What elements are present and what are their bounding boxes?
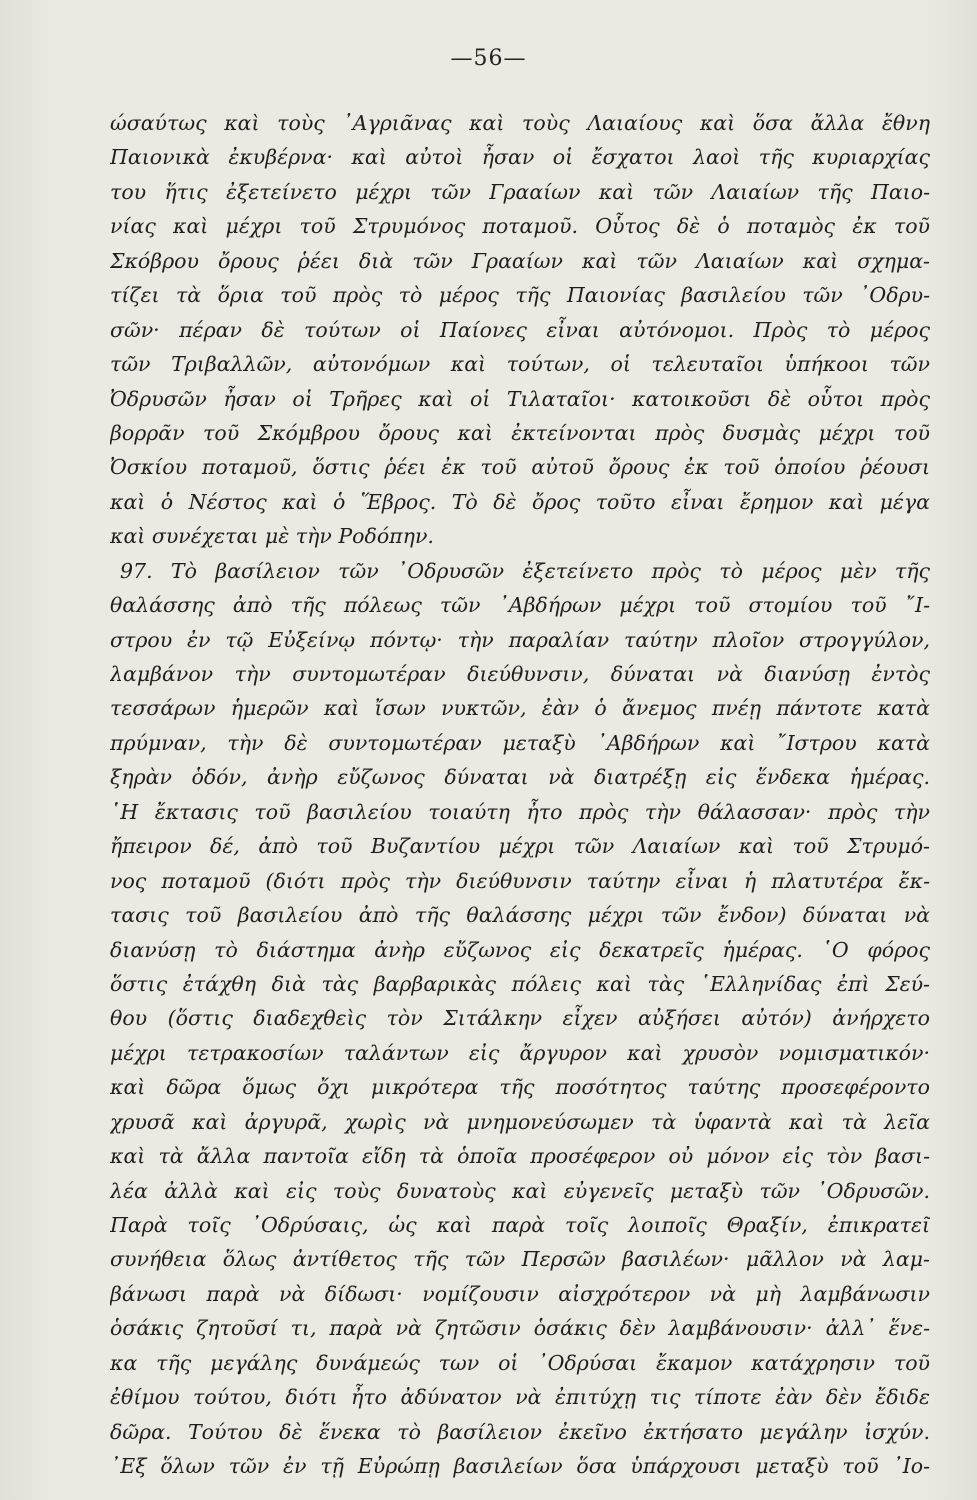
text-line: τῶν Τριβαλλῶν, αὐτονόμων καὶ τούτων, οἱ τελευταῖοι ὑπήκοοι τῶν [110,352,930,377]
text-line: ᾿Εξ ὅλων τῶν ἐν τῇ Εὐρώπῃ βασιλείων ὅσα ὑπάρχουσι μεταξὺ τοῦ ᾿Ιο- [110,1454,930,1479]
text-line: βάνωσι παρὰ νὰ δίδωσι· νομίζουσιν αἰσχρότερον νὰ μὴ λαμβάνωσιν [110,1281,930,1306]
text-line: ἤπειρον δέ, ἀπὸ τοῦ Βυζαντίου μέχρι τῶν Λαιαίων καὶ τοῦ Στρυμό- [110,834,930,859]
text-line: ὁσάκις ζητοῦσί τι, παρὰ νὰ ζητῶσιν ὁσάκις δὲν λαμβάνουσιν· ἀλλ᾿ ἕνε- [110,1316,930,1341]
text-line: πρύμναν, τὴν δὲ συντομωτέραν μεταξὺ ᾿Αβδήρων καὶ ῎Ιστρου κατὰ [110,730,930,755]
text-line: καὶ ὁ Νέστος καὶ ὁ Ἕβρος. Τὸ δὲ ὄρος τοῦτο εἶναι ἔρημον καὶ μέγα [110,489,930,514]
text-line: λέα ἀλλὰ καὶ εἰς τοὺς δυνατοὺς καὶ εὐγενεῖς μεταξὺ τῶν ᾿Οδρυσῶν. [110,1178,930,1203]
text-line: του ἥτις ἐξετείνετο μέχρι τῶν Γρααίων καὶ τῶν Λαιαίων τῆς Παιο- [110,179,930,204]
text-line: σῶν· πέραν δὲ τούτων οἱ Παίονες εἶναι αὐτόνομοι. Πρὸς τὸ μέρος [110,317,930,342]
text-line: νος ποταμοῦ (διότι πρὸς τὴν διεύθυνσιν ταύτην εἶναι ἡ πλατυτέρα ἔκ- [110,868,930,893]
text-line: Παρὰ τοῖς ᾿Οδρύσαις, ὡς καὶ παρὰ τοῖς λοιποῖς Θραξίν, ἐπικρατεῖ [110,1213,930,1237]
text-line: τεσσάρων ἡμερῶν καὶ ἴσων νυκτῶν, ἐὰν ὁ ἄνεμος πνέῃ πάντοτε κατὰ [110,696,930,721]
text-line: συνήθεια ὅλως ἀντίθετος τῆς τῶν Περσῶν βασιλέων· μᾶλλον νὰ λαμ- [110,1247,930,1272]
text-line: δῶρα. Τούτου δὲ ἕνεκα τὸ βασίλειον ἐκεῖνο ἐκτήσατο μεγάλην ἰσχύν. [110,1419,930,1444]
text-line: Σκόβρου ὄρους ῥέει διὰ τῶν Γρααίων καὶ τῶν Λαιαίων καὶ σχημα- [110,248,930,273]
section-start-line: 97. Τὸ βασίλειον τῶν ᾿Οδρυσῶν ἐξετείνετο πρὸς τὸ μέρος μὲν τῆς [120,558,930,583]
text-line: στρου ἐν τῷ Εὐξείνῳ πόντῳ· τὴν παραλίαν ταύτην πλοῖον στρογγύλον, [110,627,930,652]
text-line: θαλάσσης ἀπὸ τῆς πόλεως τῶν ᾿Αβδήρων μέχρι τοῦ στομίου τοῦ ῎Ι- [110,593,930,618]
text-line: μέχρι τετρακοσίων ταλάντων εἰς ἄργυρον καὶ χρυσὸν νομισματικόν· [110,1040,930,1065]
text-line: ἐθίμου τούτου, διότι ἦτο ἀδύνατον νὰ ἐπιτύχῃ τις τίποτε ἐὰν δὲν ἔδιδε [110,1385,930,1410]
text-line: χρυσᾶ καὶ ἀργυρᾶ, χωρὶς νὰ μνημονεύσωμεν τὰ ὑφαντὰ καὶ τὰ λεῖα [110,1109,930,1134]
text-line: Ὀσκίου ποταμοῦ, ὅστις ῥέει ἐκ τοῦ αὐτοῦ ὄρους ἐκ τοῦ ὁποίου ῥέουσι [110,455,930,480]
body-text [110,106,930,1484]
text-line: ὅστις ἐτάχθη διὰ τὰς βαρβαρικὰς πόλεις καὶ τὰς ῾Ελληνίδας ἐπὶ Σεύ- [110,971,930,996]
text-line: θου (ὅστις διαδεχθεὶς τὸν Σιτάλκην εἶχεν αὐξήσει αὐτόν) ἀνήρχετο [110,1006,930,1031]
text-line: ῾Η ἔκτασις τοῦ βασιλείου τοιαύτη ἦτο πρὸς τὴν θάλασσαν· πρὸς τὴν [110,799,930,824]
text-line: ξηρὰν ὁδόν, ἀνὴρ εὔζωνος δύναται νὰ διατρέξῃ εἰς ἕνδεκα ἡμέρας. [110,765,930,790]
text-line: κα τῆς μεγάλης δυνάμεώς των οἱ ᾿Οδρύσαι ἔκαμον κατάχρησιν τοῦ [110,1350,930,1375]
text-line: διανύσῃ τὸ διάστημα ἀνὴρ εὔζωνος εἰς δεκατρεῖς ἡμέρας. ῾Ο φόρος [110,937,930,962]
text-line: βορρᾶν τοῦ Σκόμβρου ὄρους καὶ ἐκτείνονται πρὸς δυσμὰς μέχρι τοῦ [110,420,930,445]
text-line: Ὀδρυσῶν ἦσαν οἱ Τρῆρες καὶ οἱ Τιλαταῖοι· κατοικοῦσι δὲ οὗτοι πρὸς [110,386,930,411]
paragraph-end-line: καὶ συνέχεται μὲ τὴν Ροδόπην. [110,524,434,549]
text-line: λαμβάνον τὴν συντομωτέραν διεύθυνσιν, δύναται νὰ διανύσῃ ἐντὸς [110,662,930,686]
text-line: ώσαύτως καὶ τοὺς ᾿Αγριᾶνας καὶ τοὺς Λαιαίους καὶ ὅσα ἄλλα ἔθνη [110,111,930,135]
text-line: καὶ δῶρα ὅμως ὄχι μικρότερα τῆς ποσότητος ταύτης προσεφέροντο [110,1075,930,1100]
text-line: τίζει τὰ ὅρια τοῦ πρὸς τὸ μέρος τῆς Παιονίας βασιλείου τῶν ᾿Οδρυ- [110,283,930,308]
text-line: νίας καὶ μέχρι τοῦ Στρυμόνος ποταμοῦ. Οὗτος δὲ ὁ ποταμὸς ἐκ τοῦ [110,214,930,239]
page-number: —56— [450,46,527,71]
text-line: καὶ τὰ ἄλλα παντοῖα εἴδη τὰ ὁποῖα προσέφερον οὐ μόνον εἰς τὸν βασι- [110,1144,930,1169]
text-line: τασις τοῦ βασιλείου ἀπὸ τῆς θαλάσσης μέχρι τῶν ἔνδον) δύναται νὰ [110,903,930,928]
text-line: Παιονικὰ ἐκυβέρνα· καὶ αὐτοὶ ἦσαν οἱ ἔσχατοι λαοὶ τῆς κυριαρχίας [110,145,930,170]
